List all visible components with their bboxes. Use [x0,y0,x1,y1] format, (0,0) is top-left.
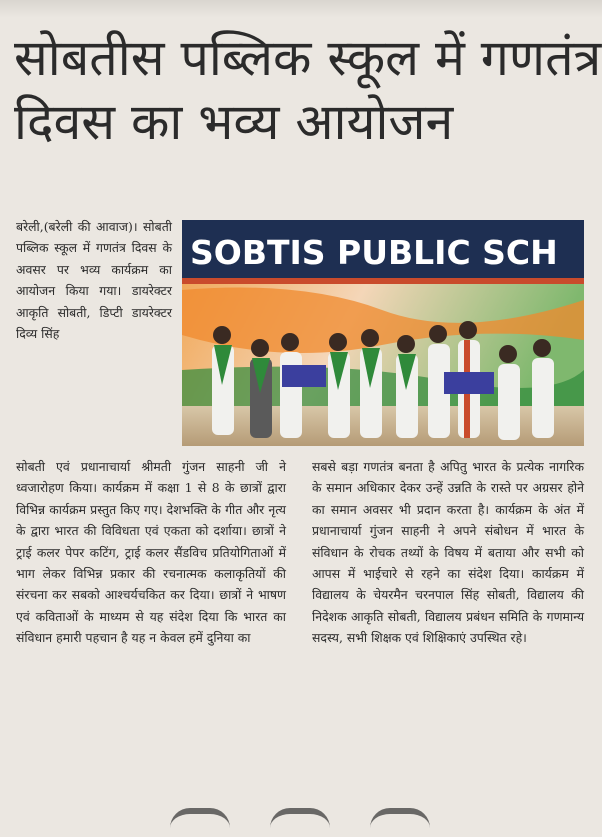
headline-line-2: दिवस का भव्य आयोजन [14,93,454,151]
article-lead-paragraph: बरेली,(बरेली की आवाज)। सोबती पब्लिक स्कूल में गणतंत्र दिवस के अवसर पर भव्य कार्यक्रम का आयोजन किया गया। डायरेक्टर आकृति सोबती, डिप्टी डायरेक्टर दिव्य सिंह [16,219,172,342]
music-stand [282,365,326,387]
event-photo [182,220,584,446]
event-photo-illustration [182,220,584,446]
article-column-right: सबसे बड़ा गणतंत्र बनता है अपितु भारत के प्रत्येक नागरिक के समान अधिकार देकर उन्हें उन्नति के रास्ते पर अग्रसर होने का समान अवसर भी प्रदान करता है। कार्यक्रम के अंत में प्रधानाचार्या गुंजन साहनी ने अपने संबोधन में भारत के संविधान के रोचक तथ्यों के विषय में बताया और सभी को आपस में भाईचारे से रहने का संदेश दिया। कार्यक्रम में विद्यालय के चेयरमैन चरनपाल सिंह सोबती, विद्यालय की निदेशक आकृति सोबती, विद्यालय प्रबंधन समिति के गणमान्य सदस्य, सभी शिक्षक एवं शिक्षिकाएं उपस्थित रहे। [312,459,584,646]
cropped-previous-headline [0,0,602,18]
cropped-next-headline [170,808,490,837]
headline [14,26,602,154]
banner-text: SOBTIS PUBLIC SCH [190,233,558,272]
headline-line-1: सोबतीस पब्लिक स्कूल में गणतंत्र [14,29,602,87]
article-column-left: सोबती एवं प्रधानाचार्या श्रीमती गुंजन साहनी जी ने ध्वजारोहण किया। कार्यक्रम में कक्षा 1 से 8 के छात्रों द्वारा विभिन्न कार्यक्रम प्रस्तुत किए गए। देशभक्ति के गीत और नृत्य के द्वारा भारत की विविधता एवं एकता को दर्शाया। छात्रों ने ट्राई कलर पेपर कटिंग, ट्राई कलर सैंडविच प्रतियोगिताओं में भाग लेकर विभिन्न प्रकार की रचनात्मक कलाकृतियों की संरचना कर सबको आश्चर्यचकित कर दिया। छात्रों ने भाषण एवं कविताओं के माध्यम से यह संदेश दिया कि भारत का संविधान हमारी पहचान है यह न केवल हमें दुनिया का [16,459,286,646]
